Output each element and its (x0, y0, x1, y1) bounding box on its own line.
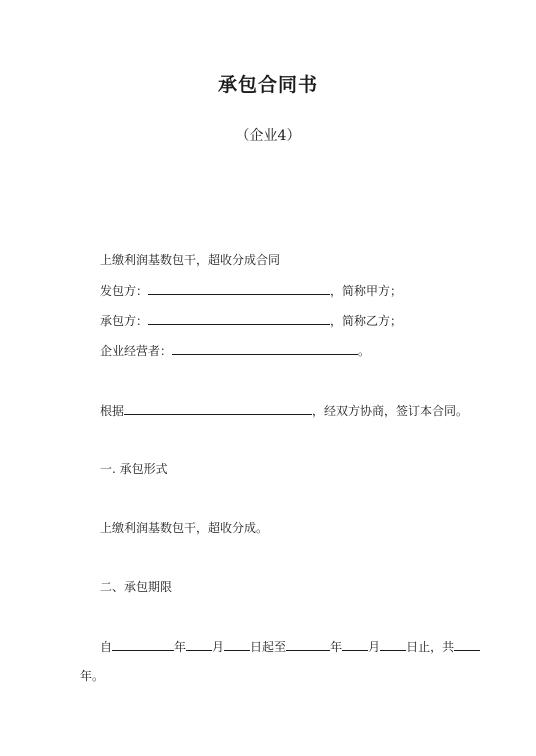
end-year-blank[interactable] (286, 638, 330, 651)
period-day-to: 日止，共 (406, 640, 455, 654)
operator-label: 企业经营者： (100, 344, 173, 358)
contract-type-text: 上缴利润基数包干，超收分成合同 (100, 253, 281, 267)
section2-heading (100, 579, 172, 595)
basis-suffix: ，经双方协商，签订本合同。 (312, 404, 469, 418)
period-month1: 月 (212, 640, 225, 654)
end-month-blank[interactable] (342, 638, 368, 651)
total-years-blank[interactable] (454, 638, 480, 651)
end-day-blank[interactable] (380, 638, 406, 651)
party-b-suffix: ，简称乙方； (330, 314, 403, 328)
section1-heading-text: 一. 承包形式 (100, 462, 168, 476)
section2-heading-text: 二、承包期限 (100, 580, 173, 594)
operator-line (100, 342, 370, 359)
start-month-blank[interactable] (186, 638, 212, 651)
document-subtitle: （企业4） (235, 128, 301, 144)
document-title: 承包合同书 (217, 74, 318, 96)
period-from: 自 (100, 640, 113, 654)
party-a-suffix: ，简称甲方； (330, 284, 403, 298)
period-month2: 月 (368, 640, 381, 654)
period-final: 年。 (80, 669, 105, 683)
basis-blank[interactable] (124, 402, 312, 415)
basis-line (100, 402, 468, 419)
party-b-label: 承包方： (100, 314, 149, 328)
party-a-line (100, 282, 402, 299)
period-year1: 年 (174, 640, 187, 654)
operator-blank[interactable] (172, 342, 358, 355)
party-b-line (100, 312, 402, 329)
period-line (100, 638, 480, 655)
period-day-from: 日起至 (250, 640, 287, 654)
contract-type-line (100, 252, 280, 268)
period-final-line (80, 668, 104, 684)
party-b-blank[interactable] (148, 312, 330, 325)
operator-suffix: 。 (358, 344, 371, 358)
section1-body-text: 上缴利润基数包干，超收分成。 (100, 521, 269, 535)
section1-heading (100, 461, 168, 477)
start-day-blank[interactable] (224, 638, 250, 651)
basis-prefix: 根据 (100, 404, 125, 418)
party-a-label: 发包方： (100, 284, 149, 298)
party-a-blank[interactable] (148, 282, 330, 295)
period-year2: 年 (330, 640, 343, 654)
section1-body (100, 520, 268, 536)
start-year-blank[interactable] (112, 638, 174, 651)
